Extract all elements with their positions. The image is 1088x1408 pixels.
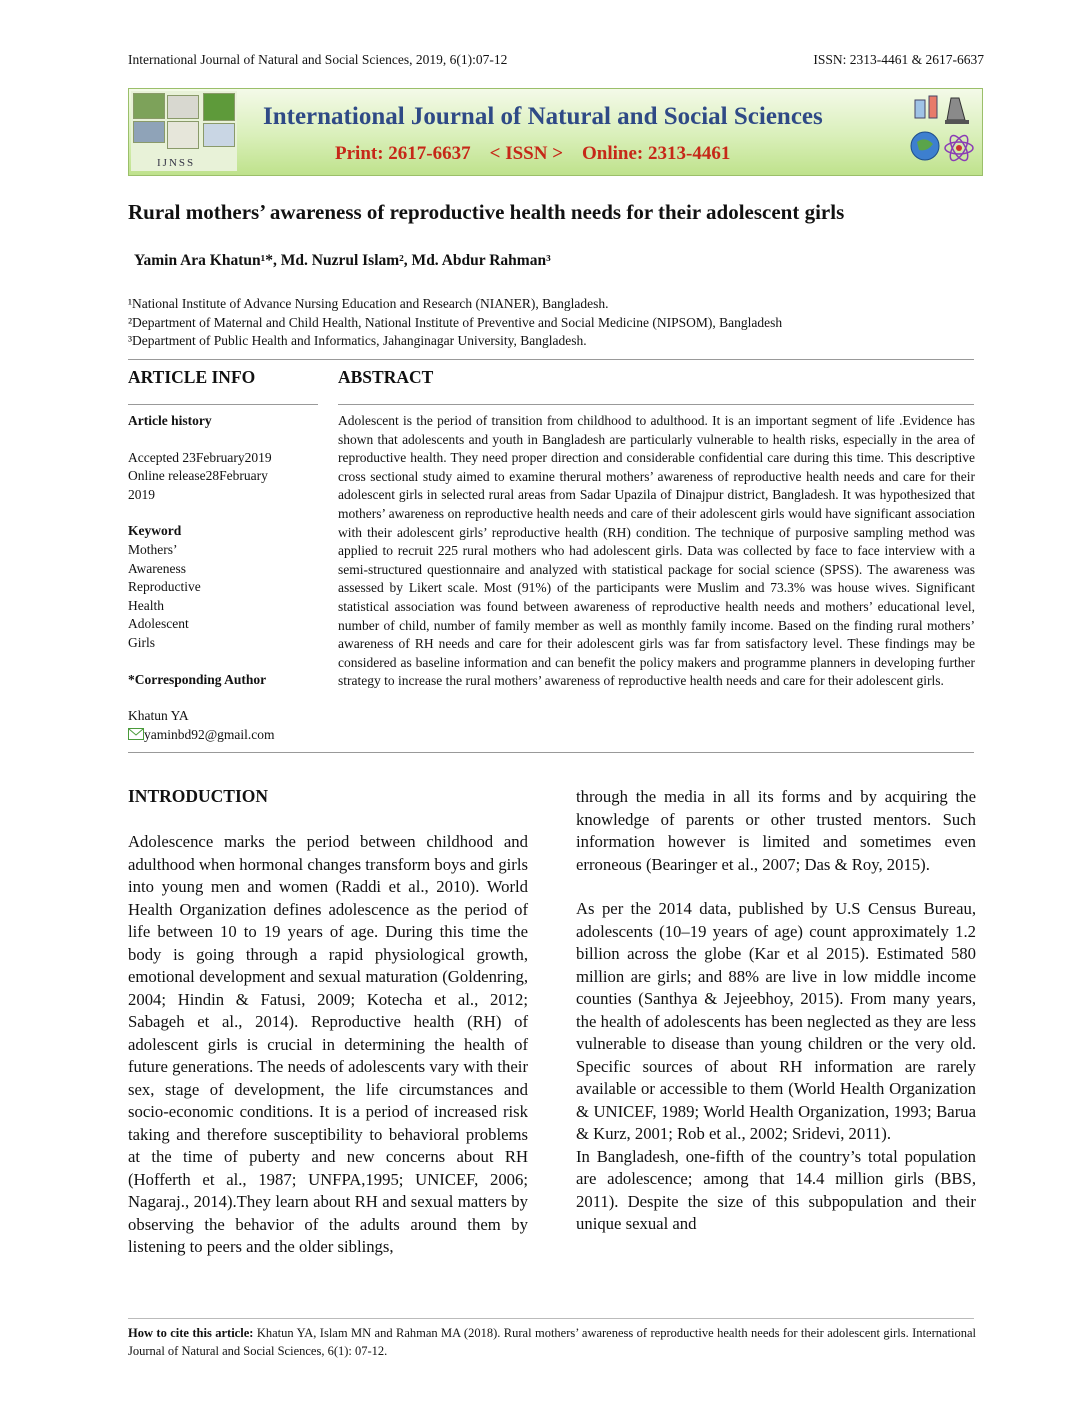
plant-thumb bbox=[133, 93, 165, 119]
journal-logo bbox=[131, 91, 237, 171]
keyword-label: Keyword bbox=[128, 523, 182, 539]
citation-block bbox=[128, 1325, 976, 1360]
abstract-text: Adolescent is the period of transition from childhood to adulthood. It is an important segment of life .Evidence has shown that adolescents and youth in Bangladesh are particularly vulnerable to health risks, especially in the area of reproductive health. They need proper direction and considerable confidential care during this time. This descriptive cross sectional study aimed to examine therural mothers’ awareness of reproductive health needs and care for their adolescent girls in selected rural areas from Sadar Upazila of Dinajpur district, Bangladesh. It was hypothesized that mothers’ awareness on reproductive health needs and care of their adolescent girls would have significant association with their adolescent girls’ reproductive health (RH) condition. The technique of purposive sampling method was applied to recruit 225 rural mothers who had adolescent girls. Data was collected by face to face interview with a semi-structured questionnaire and analyzed with statistical package for social science (SPSS). The awareness was assessed by Likert scale. Most (91%) of the participants were Muslim and 73.3% was house wives. Significant statistical association was found between awareness of reproductive health needs and mothers’ educational level, number of child, number of family member as well as monthly family income. Based on the finding rural mothers’ awareness of RH needs and care for their adolescent girls was far from satisfactory level. These findings may be considered as baseline information and can benefit the policy makers and programme planners in developing further strategy to increase the rural mothers’ awareness of reproductive health needs and care for their adolescent girls. bbox=[338, 413, 975, 689]
accepted-date: Accepted 23February2019 bbox=[128, 449, 272, 465]
keyword-item: Awareness bbox=[128, 560, 186, 576]
author-list: Yamin Ara Khatun¹*, Md. Nuzrul Islam², Md. Abdur Rahman³ bbox=[134, 252, 551, 269]
logo-text: IJNSS bbox=[157, 157, 196, 169]
intro-paragraph: In Bangladesh, one-fifth of the country’s total population are adolescence; among that 14.4 million girls (BBS, 2011). Despite the size of this subpopulation and their unique sexual and bbox=[576, 1146, 976, 1233]
introduction-heading: INTRODUCTION bbox=[128, 786, 269, 806]
article-info-panel bbox=[128, 412, 318, 744]
fish-thumb bbox=[133, 121, 165, 143]
running-header-right: ISSN: 2313-4461 & 2617-6637 bbox=[813, 52, 984, 67]
corresponding-author-name: Khatun YA bbox=[128, 708, 189, 724]
running-header-left: International Journal of Natural and Social Sciences, 2019, 6(1):07-12 bbox=[128, 52, 508, 67]
citation-text: Khatun YA, Islam MN and Rahman MA (2018). Rural mothers’ awareness of reproductive health needs for their adolescent girls. International Journal of Natural and Social Sciences, 6(1): 07-12. bbox=[128, 1326, 976, 1358]
keyword-item: Mothers’ bbox=[128, 541, 178, 557]
divider-bottom bbox=[128, 752, 974, 753]
animals-thumb bbox=[167, 95, 199, 119]
article-title: Rural mothers’ awareness of reproductive health needs for their adolescent girls bbox=[128, 200, 845, 224]
keyword-item: Girls bbox=[128, 634, 155, 650]
intro-paragraph: As per the 2014 data, published by U.S Census Bureau, adolescents (10–19 years of age) count approximately 1.2 billion across the globe (Kar et al 2015). Estimated 580 million are girls; and 88% are live in low middle income counties (Santhya & Jejeebhoy, 2015). From many years, the health of adolescents has been neglected as they are less vulnerable to disease than young children or the very old. Specific sources of about RH information are rarely available or accessible to them (World Health Organization & UNICEF, 1989; World Health Organization, 1993; Barua & Kurz, 2001; Rob et al., 2002; Sridevi, 2011). bbox=[576, 899, 976, 1143]
email-line bbox=[128, 726, 318, 745]
journal-banner bbox=[128, 88, 983, 176]
keyword-item: Health bbox=[128, 597, 164, 613]
leaves-thumb bbox=[203, 93, 235, 121]
intro-paragraph: through the media in all its forms and by acquiring the knowledge of parents or other trusted mentors. Such information however is limited and sometimes even erroneous (Bearinger et al., 2007; Das & Roy, 2015). bbox=[576, 787, 976, 874]
lab-thumb bbox=[203, 123, 235, 147]
divider-footer bbox=[128, 1318, 974, 1319]
science-icons bbox=[907, 92, 979, 170]
divider-top bbox=[128, 359, 974, 360]
intro-column-left bbox=[128, 831, 528, 1259]
affiliation-1: ¹National Institute of Advance Nursing Education and Research (NIANER), Bangladesh. bbox=[128, 296, 609, 311]
article-info-heading: ARTICLE INFO bbox=[128, 367, 256, 387]
online-release-date: Online release28February 2019 bbox=[128, 468, 268, 502]
affiliation-3: ³Department of Public Health and Informatics, Jahanginagar University, Bangladesh. bbox=[128, 333, 587, 348]
article-history-label: Article history bbox=[128, 413, 212, 428]
author-email[interactable]: yaminbd92@gmail.com bbox=[144, 726, 275, 742]
affiliation-2: ²Department of Maternal and Child Health, National Institute of Preventive and Social Medicine (NIPSOM), Bangladesh bbox=[128, 315, 783, 330]
keyword-item: Adolescent bbox=[128, 616, 189, 632]
people-thumb bbox=[167, 121, 199, 149]
intro-column-right bbox=[576, 786, 976, 1236]
envelope-icon bbox=[128, 728, 144, 740]
banner-issn: Print: 2617-6637 < ISSN > Online: 2313-4461 bbox=[335, 143, 731, 164]
citation-label: How to cite this article: bbox=[128, 1326, 254, 1340]
divider-info bbox=[128, 404, 318, 405]
banner-title: International Journal of Natural and Social Sciences bbox=[263, 103, 823, 130]
abstract-heading: ABSTRACT bbox=[338, 367, 434, 387]
corresponding-author-label: *Corresponding Author bbox=[128, 671, 267, 687]
intro-paragraph: Adolescence marks the period between childhood and adulthood when hormonal changes transform boys and girls into young men and women (Raddi et al., 2010). World Health Organization defines adolescence as the period of life between 10 to 19 years of age. During this time the body is going through a rapid physiological growth, emotional development and sexual maturation (Goldenring, 2004; Hindin & Fatusi, 2009; Kotecha et al., 2012; Sabageh et al., 2014). Reproductive health (RH) of adolescent girls is crucial in determining the health of future generations. The needs of adolescents vary with their sex, stage of development, the life circumstances and socio-economic conditions. It is a period of increased risk taking and therefore susceptibility to behavioral problems at the time of puberty and new concerns about RH (Hofferth et al., 1987; UNFPA,1995; UNICEF, 2006; Nagaraj., 2014).They learn about RH and sexual matters by observing the behavior of the adults around them by listening to peers and the older siblings, bbox=[128, 832, 528, 1256]
divider-abstract bbox=[338, 404, 974, 405]
keyword-item: Reproductive bbox=[128, 579, 201, 595]
